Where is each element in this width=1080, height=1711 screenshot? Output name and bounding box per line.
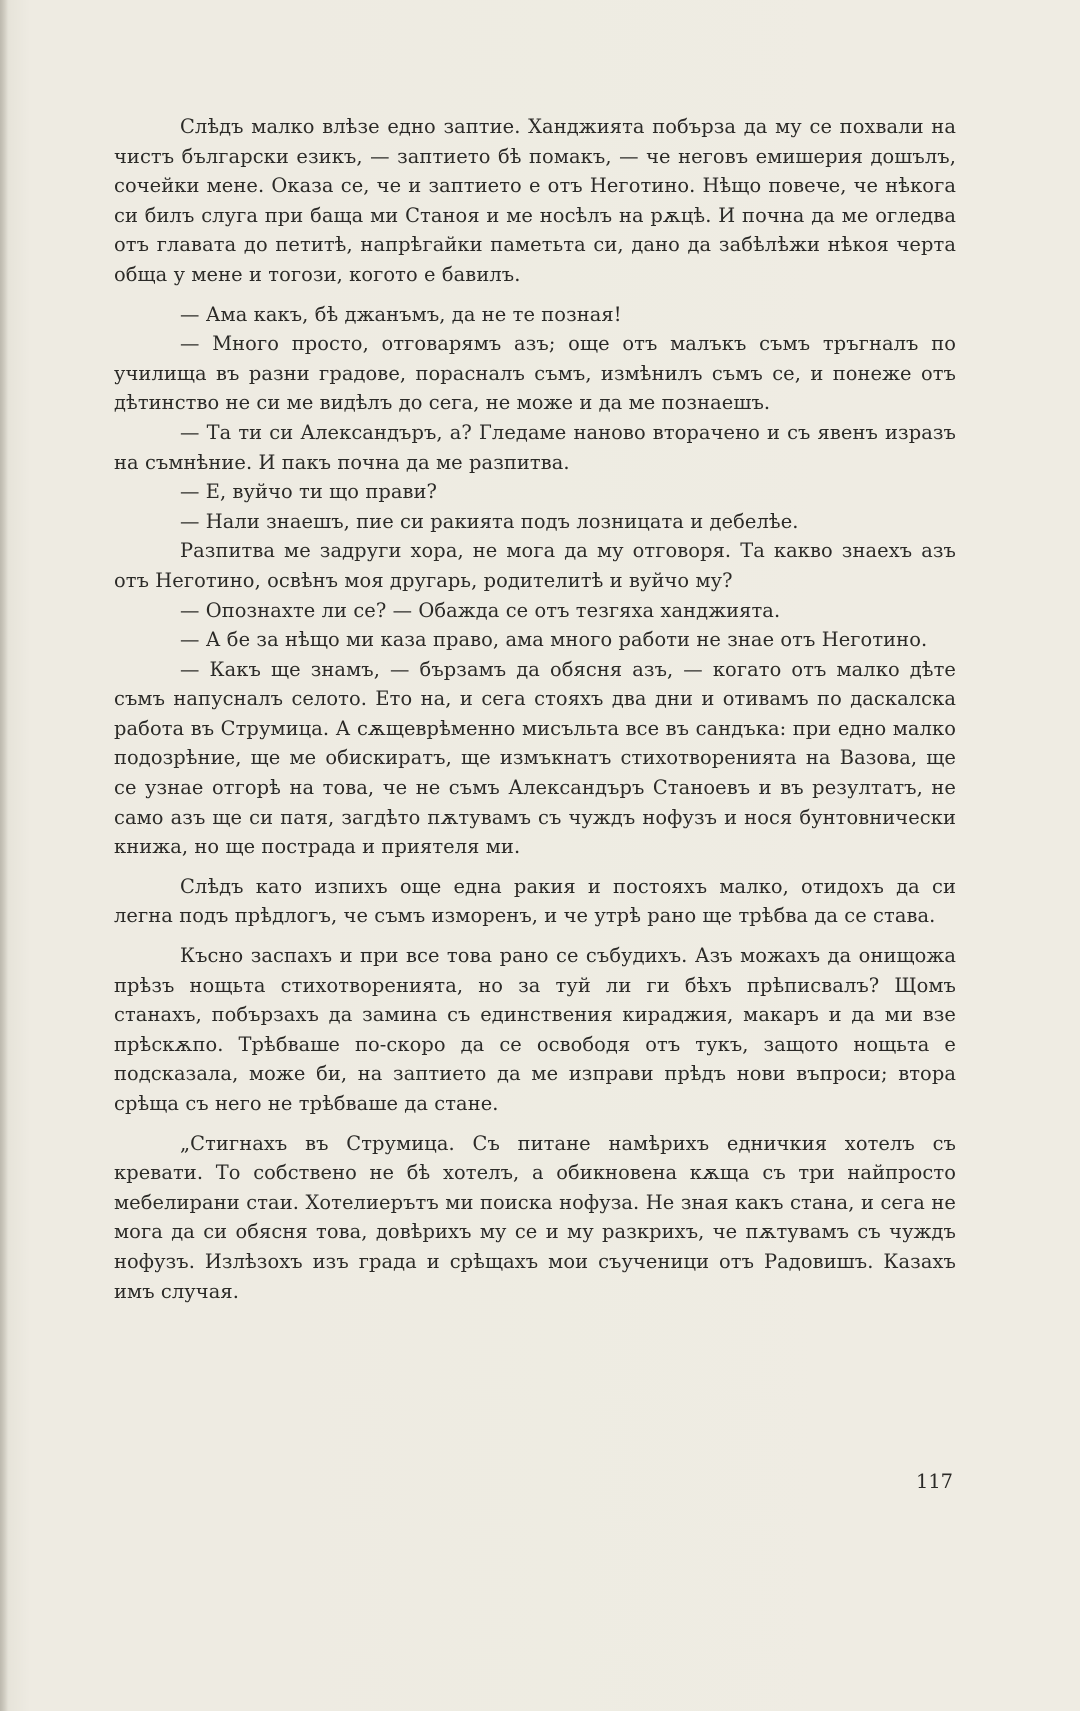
paragraph: — Ама какъ, бѣ джанъмъ, да не те позная!: [180, 302, 622, 326]
paragraph: Разпитва ме задруги хора, не мога да му отговоря. Та какво знаехъ азъ отъ Неготино, освѣнъ моя другарь, родителитѣ и вуйчо му?: [114, 539, 956, 592]
page-number: 117: [916, 1470, 954, 1493]
paragraph: — Какъ ще знамъ, — бързамъ да обясня азъ, — когато отъ малко дѣте съмъ напусналъ селото. Ето на, и сега стояхъ два дни и отивамъ по даскалска работа въ Струмица. А сѫщеврѣменно мисъльта все въ сандъка: при едно малко подозрѣние, ще ме обискиратъ, ще измъкнатъ стихотворенията на Вазова, ще се узнае отгорѣ на това, че не съмъ Александъръ Станоевъ и въ резултатъ, не само азъ ще си патя, загдѣто пѫтувамъ съ чуждъ нофузъ и нося бунтовнически книжа, но ще пострада и приятеля ми.: [114, 657, 956, 859]
paragraph: — А бе за нѣщо ми каза право, ама много работи не знае отъ Неготино.: [180, 628, 928, 652]
paragraph: Късно заспахъ и при все това рано се събудихъ. Азъ можахъ да онищожа прѣзъ нощьта стихотворенията, но за туй ли ги бѣхъ прѣписвалъ? Щомъ станахъ, побързахъ да замина съ единствения кираджия, макаръ и да ми взе прѣскѫпо. Трѣбваше по-скоро да се освободя отъ тукъ, защото нощьта е подсказала, може би, на заптието да ме изправи прѣдъ нови въпроси; втора срѣща съ него не трѣбваше да стане.: [114, 944, 956, 1115]
page-gutter-shadow: [0, 0, 8, 1711]
paragraph: — Опознахте ли се? — Обажда се отъ тезгяха ханджията.: [180, 598, 781, 622]
paragraph: — Е, вуйчо ти що прави?: [180, 480, 438, 504]
paragraph: Слѣдъ малко влѣзе едно заптие. Ханджията побърза да му се похвали на чистъ български езикъ, — заптието бѣ помакъ, — че неговъ емишерия дошълъ, сочейки мене. Оказа се, че и заптието е отъ Неготино. Нѣщо повече, че нѣкога си билъ слуга при баща ми Станоя и ме носѣлъ на рѫцѣ. И почна да ме оглeдва отъ главата до петитѣ, напрѣгайки паметьта си, дано да забѣлѣжи нѣкоя черта обща у мене и тогози, когото е бавилъ.: [114, 115, 956, 286]
paragraph: — Много просто, отговарямъ азъ; още отъ малъкъ съмъ тръгналъ по училища въ разни градове, порасналъ съмъ, измѣнилъ съмъ се, и понеже отъ дѣтинство не си ме видѣлъ до сега, не може и да ме познаешъ.: [114, 332, 956, 415]
body-text: [114, 112, 956, 1306]
paragraph: Слѣдъ като изпихъ още една ракия и постояхъ малко, отидохъ да си легна подъ прѣдлогъ, че съмъ изморенъ, и че утрѣ рано ще трѣбва да се става.: [114, 874, 956, 928]
paragraph: „Стигнахъ въ Струмица. Съ питане намѣрихъ едничкия хотелъ съ кревати. То собствено не бѣ хотелъ, а обикновена кѫща съ три найпросто мебелирани стаи. Хотелиерътъ ми поиска нофуза. Не зная какъ стана, и сега не мога да си обясня това, довѣрихъ му се и му разкрихъ, че пѫтувамъ съ чуждъ нофузъ. Излѣзохъ изъ града и срѣщахъ мои съученици отъ Радовишъ. Казахъ имъ случая.: [114, 1131, 956, 1303]
paragraph: — Та ти си Александъръ, а? Гледаме наново вторачено и съ явенъ изразъ на съмнѣние. И пакъ почна да ме разпитва.: [114, 420, 956, 474]
paragraph: — Нали знаешъ, пие си ракията подъ лозницата и дебелѣе.: [180, 509, 799, 533]
